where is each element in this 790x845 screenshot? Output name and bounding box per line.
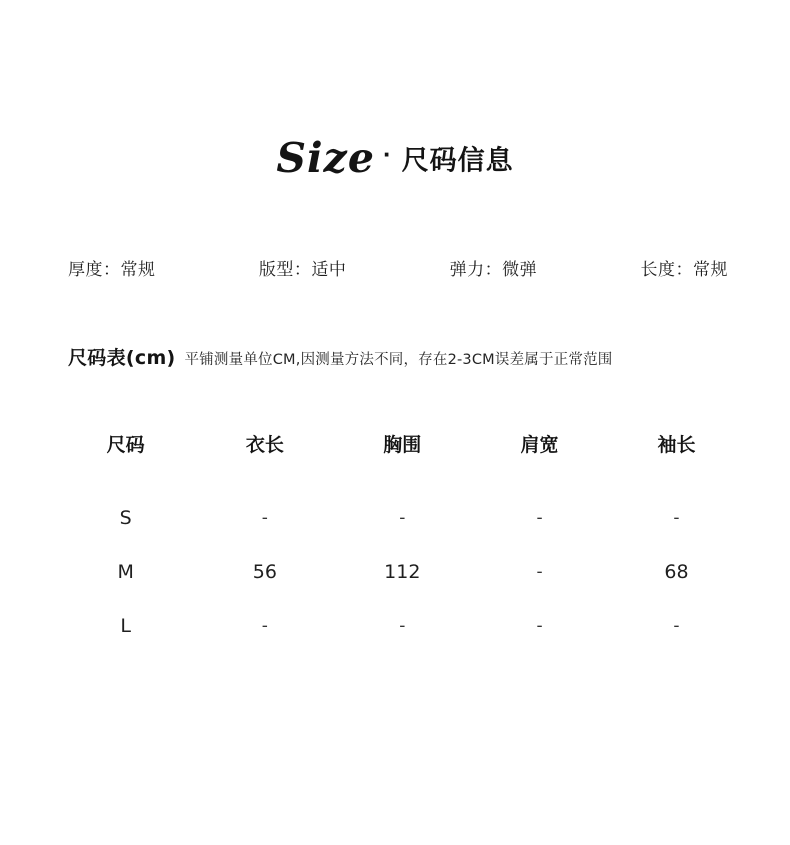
title-separator-dot: ·	[382, 138, 392, 169]
page-title-english: Size	[276, 134, 375, 182]
attribute-fit: 版型：适中	[258, 260, 347, 280]
size-chart-note	[68, 343, 748, 370]
cell-size: M	[117, 561, 134, 583]
table-header-row	[55, 430, 745, 491]
cell-length: 56	[252, 561, 277, 583]
cell-shoulder: -	[536, 562, 543, 582]
header-sleeve: 袖长	[657, 434, 696, 456]
table-row	[55, 545, 745, 599]
cell-size: L	[120, 615, 131, 637]
garment-attributes	[68, 255, 728, 280]
size-chart-disclaimer: 平铺测量单位CM,因测量方法不同，存在2-3CM误差属于正常范围	[184, 352, 613, 368]
cell-shoulder: -	[536, 508, 543, 528]
header-size: 尺码	[106, 434, 145, 456]
page-title-chinese: 尺码信息	[401, 145, 514, 177]
size-chart-label: 尺码表(cm)	[68, 347, 176, 369]
cell-sleeve: 68	[664, 561, 689, 583]
cell-shoulder: -	[536, 616, 543, 636]
cell-sleeve: -	[673, 508, 680, 528]
cell-size: S	[119, 507, 132, 529]
page-title	[0, 134, 790, 182]
table-row	[55, 491, 745, 545]
cell-bust: -	[399, 508, 406, 528]
attribute-thickness: 厚度：常规	[68, 260, 156, 280]
header-bust: 胸围	[383, 434, 422, 456]
attribute-elasticity: 弹力：微弹	[449, 260, 538, 280]
header-length: 衣长	[245, 434, 284, 456]
cell-sleeve: -	[673, 616, 680, 636]
cell-length: -	[261, 508, 268, 528]
header-shoulder: 肩宽	[520, 434, 559, 456]
cell-bust: 112	[384, 561, 421, 583]
attribute-length: 长度：常规	[640, 260, 728, 280]
table-row	[55, 599, 745, 653]
cell-bust: -	[399, 616, 406, 636]
size-chart-table	[55, 430, 745, 653]
cell-length: -	[261, 616, 268, 636]
